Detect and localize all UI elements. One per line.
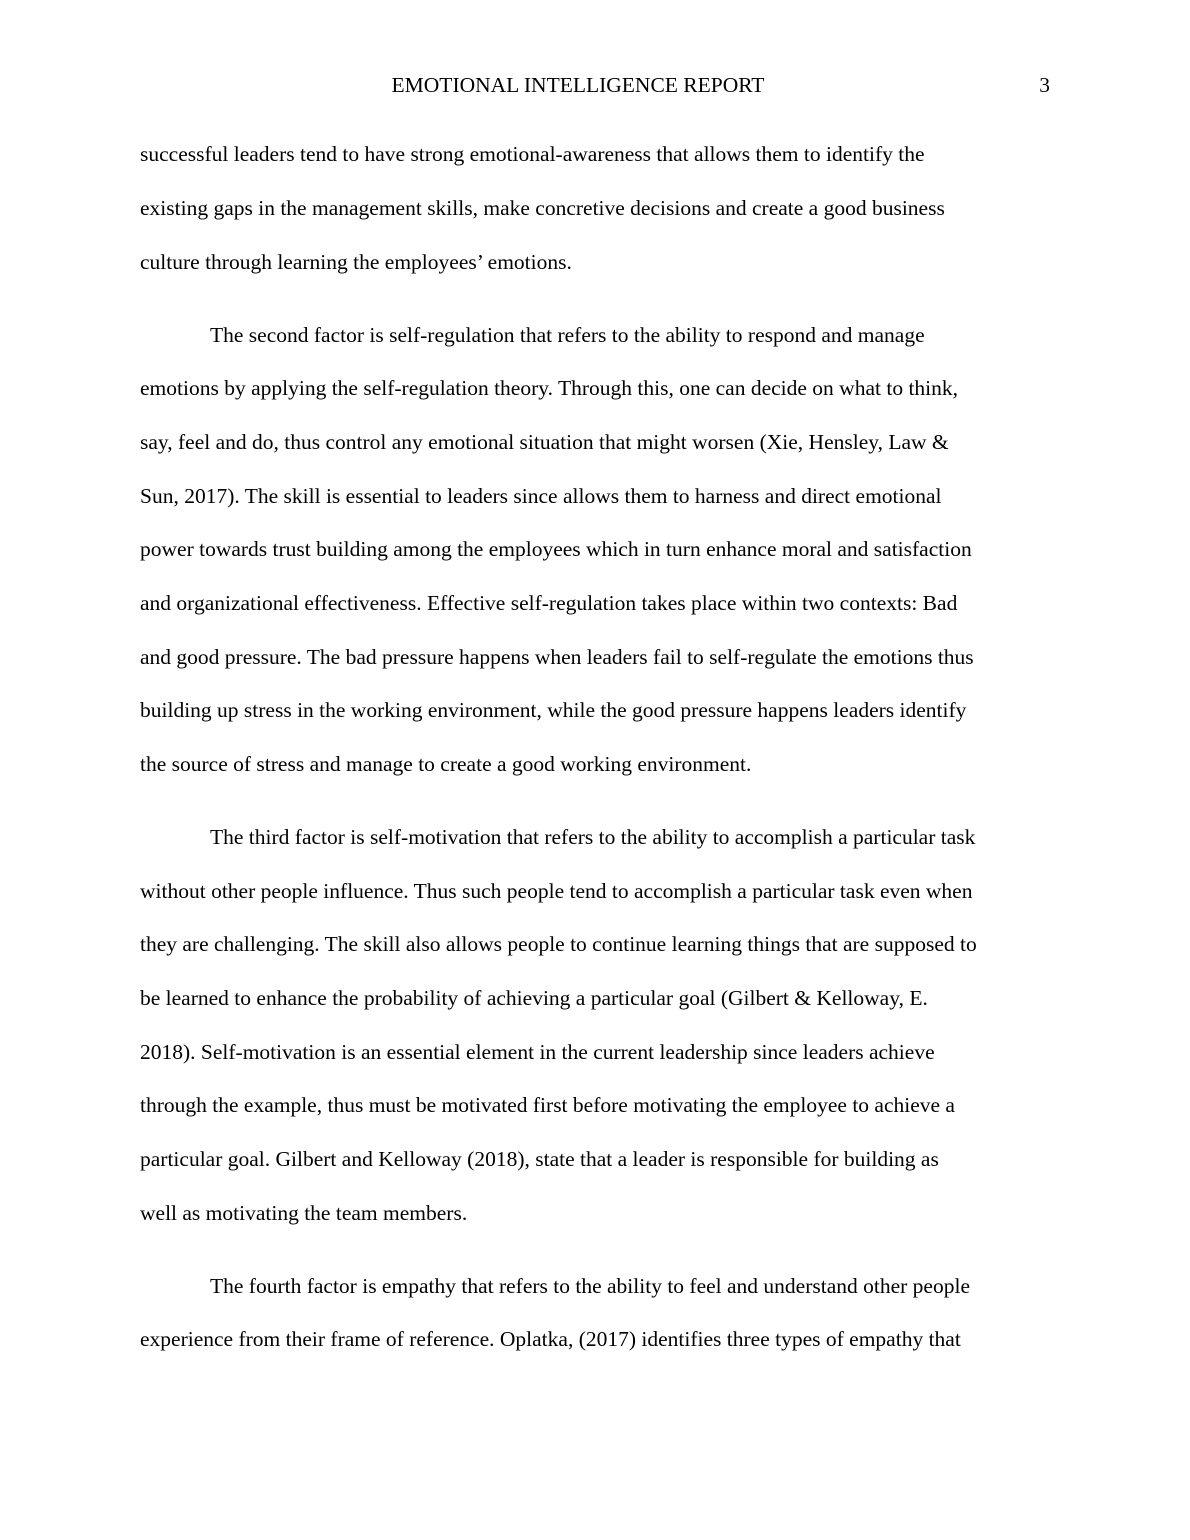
- body-line: emotions by applying the self-regulation theory. Through this, one can decide on what to think,: [140, 376, 959, 400]
- body-line: experience from their frame of reference. Oplatka, (2017) identifies three types of empathy that: [140, 1327, 961, 1351]
- body-line: Sun, 2017). The skill is essential to leaders since allows them to harness and direct emotional: [140, 484, 942, 508]
- body-line: without other people influence. Thus such people tend to accomplish a particular task even when: [140, 879, 973, 903]
- running-head: [0, 72, 1190, 98]
- body-line: say, feel and do, thus control any emotional situation that might worsen (Xie, Hensley, Law &: [140, 430, 949, 454]
- body-line: culture through learning the employees’ emotions.: [140, 250, 572, 274]
- body-line: the source of stress and manage to create a good working environment.: [140, 752, 752, 776]
- body-line: and good pressure. The bad pressure happens when leaders fail to self-regulate the emotions thus: [140, 645, 974, 669]
- page-number: 3: [1039, 73, 1050, 97]
- body-line: successful leaders tend to have strong emotional-awareness that allows them to identify the: [140, 142, 925, 166]
- body-line: power towards trust building among the employees which in turn enhance moral and satisfaction: [140, 537, 972, 561]
- body-line: existing gaps in the management skills, make concretive decisions and create a good business: [140, 196, 945, 220]
- body-line: they are challenging. The skill also allows people to continue learning things that are supposed to: [140, 932, 977, 956]
- body-line: The fourth factor is empathy that refers to the ability to feel and understand other people: [210, 1274, 970, 1298]
- body-line: and organizational effectiveness. Effective self-regulation takes place within two contexts: Bad: [140, 591, 958, 615]
- body-line: building up stress in the working environment, while the good pressure happens leaders identify: [140, 698, 967, 722]
- body-line: well as motivating the team members.: [140, 1201, 468, 1225]
- body-line: 2018). Self-motivation is an essential element in the current leadership since leaders achieve: [140, 1040, 935, 1064]
- body-line: The second factor is self-regulation that refers to the ability to respond and manage: [210, 323, 925, 347]
- running-head-title: EMOTIONAL INTELLIGENCE REPORT: [391, 73, 765, 97]
- body-line: be learned to enhance the probability of achieving a particular goal (Gilbert & Kelloway, E.: [140, 986, 928, 1010]
- body-line: through the example, thus must be motivated first before motivating the employee to achieve a: [140, 1093, 955, 1117]
- body-line: particular goal. Gilbert and Kelloway (2018), state that a leader is responsible for building as: [140, 1147, 939, 1171]
- body-line: The third factor is self-motivation that refers to the ability to accomplish a particular task: [210, 825, 976, 849]
